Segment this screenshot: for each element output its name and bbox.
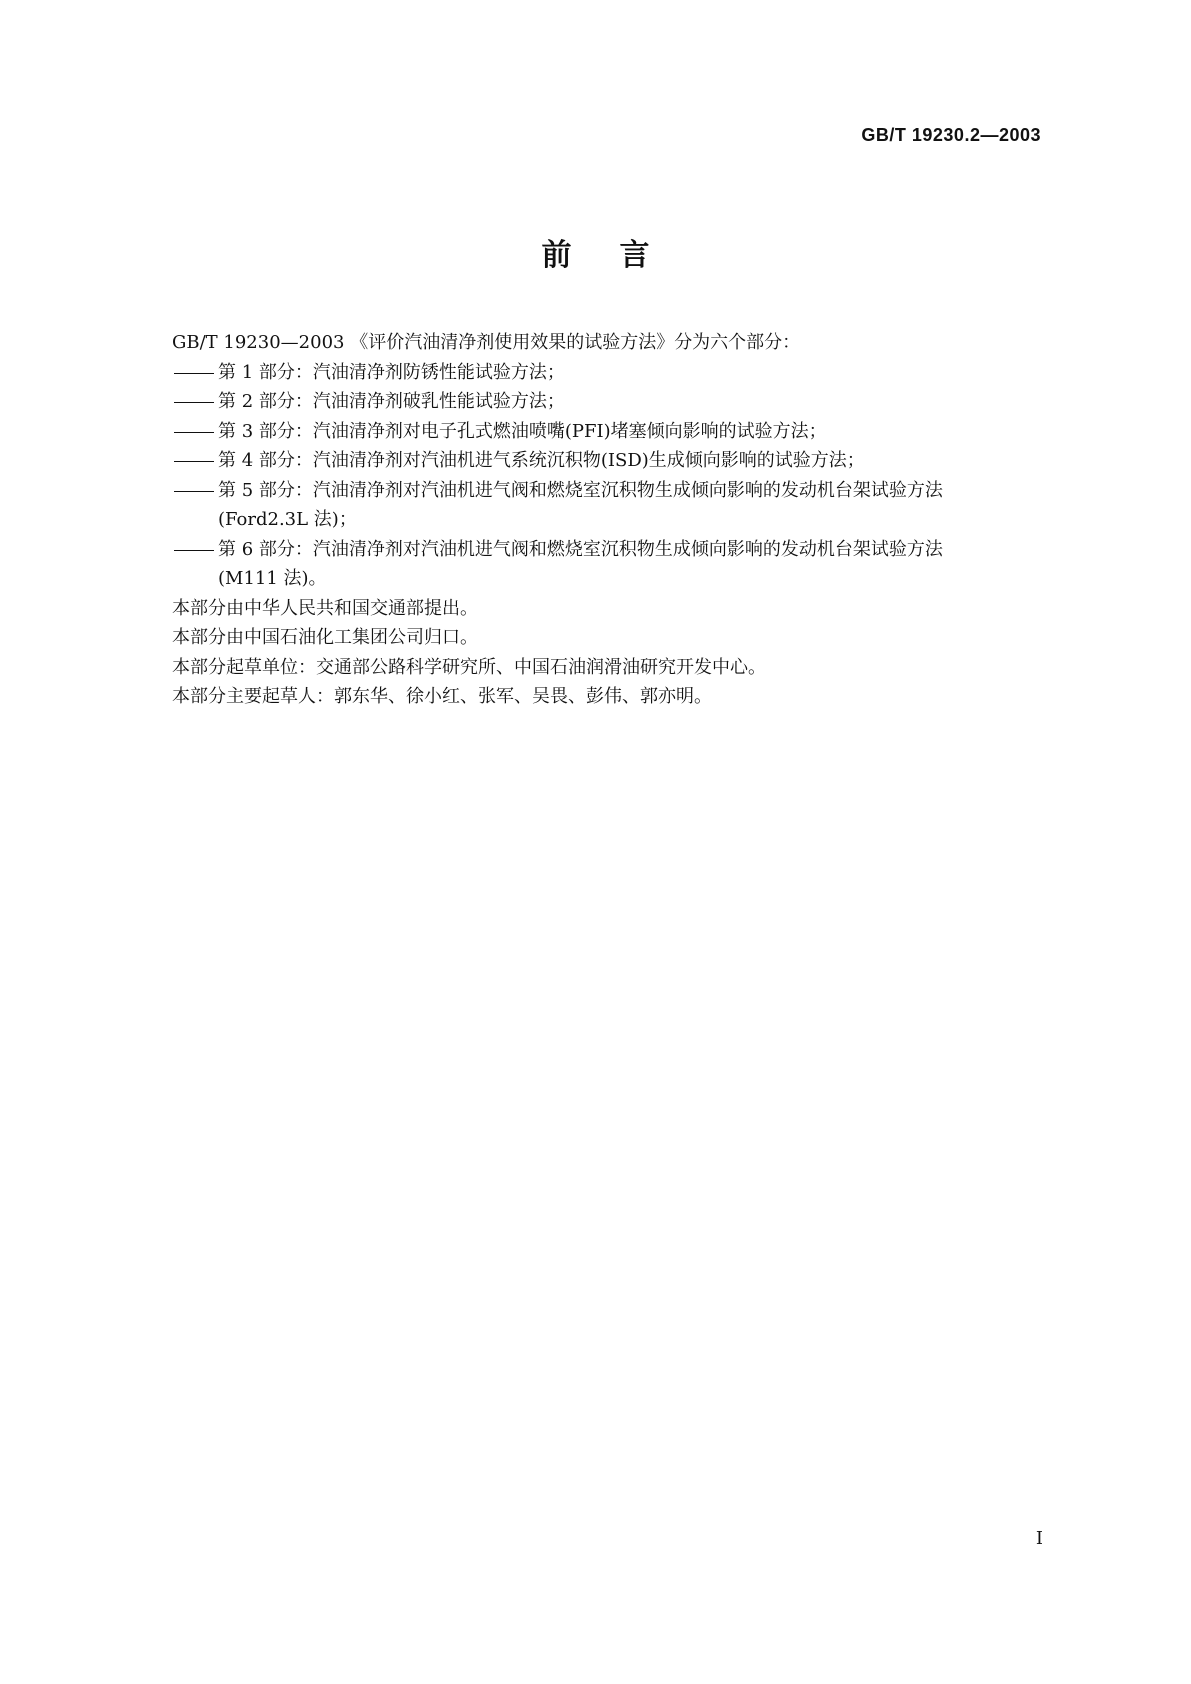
document-body xyxy=(172,328,1052,712)
statement-drafters: 本部分主要起草人：郭东华、徐小红、张军、吴畏、彭伟、郭亦明。 xyxy=(172,686,712,707)
document-number: GB/T 19230.2—2003 xyxy=(861,125,1041,145)
list-item-continuation: (M111 法)。 xyxy=(218,568,327,589)
page-number: I xyxy=(1035,1528,1043,1549)
list-item-part-3 xyxy=(172,417,1052,447)
list-item-part-4 xyxy=(172,446,1052,476)
list-item-text: 第 1 部分：汽油清净剂防锈性能试验方法； xyxy=(218,361,565,383)
list-item-text: 第 6 部分：汽油清净剂对汽油机进气阀和燃烧室沉积物生成倾向影响的发动机台架试验方法 xyxy=(218,538,943,560)
statement-proposer: 本部分由中华人民共和国交通部提出。 xyxy=(172,597,478,619)
em-dash-marker xyxy=(172,358,218,388)
page-title: 前言 xyxy=(541,238,698,273)
em-dash-marker xyxy=(172,446,218,476)
list-item-part-5 xyxy=(172,476,1052,535)
em-dash-marker xyxy=(172,417,218,447)
list-item-part-2 xyxy=(172,387,1052,417)
statement-centralized-by: 本部分由中国石油化工集团公司归口。 xyxy=(172,627,478,648)
statement-drafting-units: 本部分起草单位：交通部公路科学研究所、中国石油润滑油研究开发中心。 xyxy=(172,656,766,678)
list-item-text: 第 3 部分：汽油清净剂对电子孔式燃油喷嘴(PFI)堵塞倾向影响的试验方法； xyxy=(218,420,827,442)
em-dash-marker xyxy=(172,387,218,417)
list-item-part-1 xyxy=(172,358,1052,388)
list-item-continuation: (Ford2.3L 法)； xyxy=(218,509,357,530)
em-dash-marker xyxy=(172,535,218,565)
list-item-text: 第 5 部分：汽油清净剂对汽油机进气阀和燃烧室沉积物生成倾向影响的发动机台架试验方法 xyxy=(218,479,943,501)
list-item-text: 第 4 部分：汽油清净剂对汽油机进气系统沉积物(ISD)生成倾向影响的试验方法； xyxy=(218,450,865,471)
list-item-part-6 xyxy=(172,535,1052,594)
intro-paragraph: GB/T 19230—2003 《评价汽油清净剂使用效果的试验方法》分为六个部分： xyxy=(172,332,801,353)
list-item-text: 第 2 部分：汽油清净剂破乳性能试验方法； xyxy=(218,391,565,412)
em-dash-marker xyxy=(172,476,218,506)
